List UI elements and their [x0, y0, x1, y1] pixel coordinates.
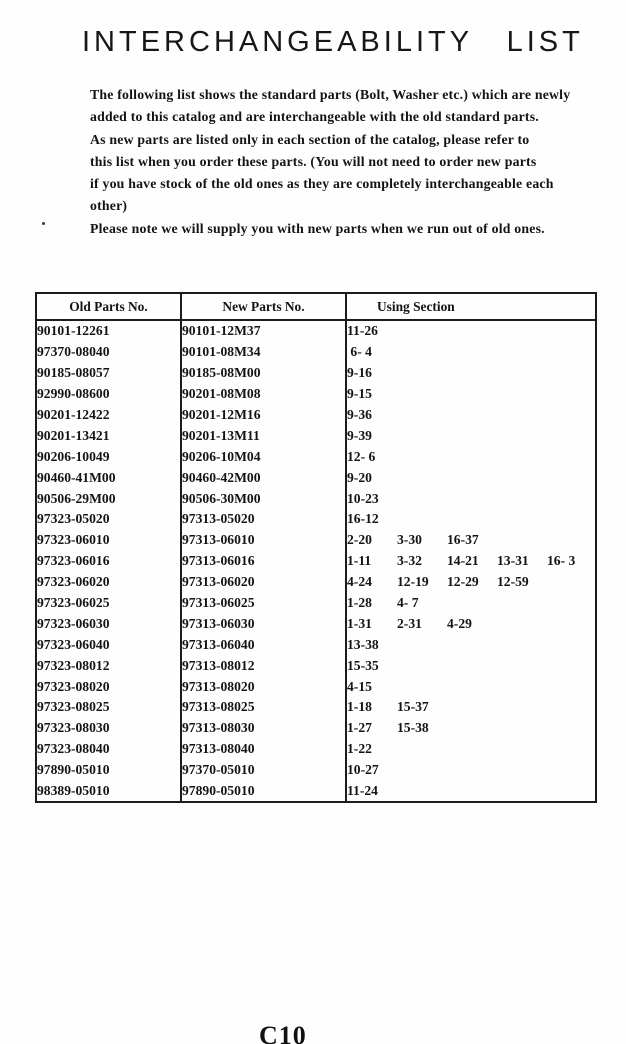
- new-part-cell: 97313-06025: [181, 593, 346, 614]
- new-part-cell: 90460-42M00: [181, 467, 346, 488]
- old-part-cell: 97323-06010: [36, 530, 181, 551]
- using-section-value: 9-39: [347, 427, 372, 443]
- table-row: [36, 572, 596, 593]
- intro-line: As new parts are listed only in each section of the catalog, please refer to: [90, 131, 530, 147]
- old-part-cell: 90185-08057: [36, 363, 181, 384]
- table-row: [36, 739, 596, 760]
- using-section-cell: [346, 739, 596, 760]
- using-section-cell: [346, 488, 596, 509]
- using-section-value: 4-29: [447, 615, 472, 631]
- old-part-cell: 90206-10049: [36, 446, 181, 467]
- using-section-cell: [346, 467, 596, 488]
- using-section-value: 11-26: [347, 323, 378, 339]
- using-section-value: 15-38: [397, 720, 429, 736]
- new-part-cell: 90101-12M37: [181, 320, 346, 342]
- intro-line: this list when you order these parts. (You will not need to order new parts: [90, 153, 537, 169]
- intro-line: if you have stock of the old ones as they are completely interchangeable each: [90, 176, 554, 192]
- interchangeability-table: [35, 292, 597, 803]
- new-part-cell: 97313-06040: [181, 634, 346, 655]
- new-part-cell: 90201-12M16: [181, 405, 346, 426]
- old-part-cell: 97323-06016: [36, 551, 181, 572]
- old-part-cell: 97323-06040: [36, 634, 181, 655]
- using-section-cell: [346, 676, 596, 697]
- table-row: [36, 593, 596, 614]
- using-section-cell: [346, 446, 596, 467]
- using-section-value: 9-20: [347, 469, 372, 485]
- table-row: [36, 655, 596, 676]
- using-section-cell: [346, 384, 596, 405]
- using-section-value: 14-21: [447, 553, 479, 569]
- old-part-cell: 97370-08040: [36, 342, 181, 363]
- table-row: [36, 320, 596, 342]
- new-part-cell: 90506-30M00: [181, 488, 346, 509]
- intro-line: The following list shows the standard parts (Bolt, Washer etc.) which are newly: [90, 87, 571, 102]
- using-section-cell: [346, 363, 596, 384]
- using-section-value: 4-24: [347, 574, 372, 590]
- new-part-cell: 97313-06016: [181, 551, 346, 572]
- using-section-value: 2-31: [397, 615, 422, 631]
- new-part-cell: 90206-10M04: [181, 446, 346, 467]
- using-section-cell: [346, 613, 596, 634]
- using-section-cell: [346, 593, 596, 614]
- using-section-cell: [346, 320, 596, 342]
- intro-line: Please note we will supply you with new parts when we run out of old ones.: [90, 220, 545, 236]
- using-section-value: 15-37: [397, 699, 429, 715]
- table-row: [36, 488, 596, 509]
- using-section-value: 1-27: [347, 720, 372, 736]
- using-section-value: 1-31: [347, 615, 372, 631]
- table-row: [36, 467, 596, 488]
- using-section-value: 12-19: [397, 574, 429, 590]
- using-section-value: 9-15: [347, 386, 372, 402]
- new-part-cell: 90185-08M00: [181, 363, 346, 384]
- using-section-value: 9-36: [347, 407, 372, 422]
- using-section-value: 1-28: [347, 595, 372, 611]
- using-section-value: 12-59: [497, 574, 529, 590]
- using-section-value: 9-16: [347, 365, 372, 381]
- using-section-cell: [346, 572, 596, 593]
- new-part-cell: 97313-06010: [181, 530, 346, 551]
- table-row: [36, 551, 596, 572]
- intro-line: added to this catalog and are interchangeable with the old standard parts.: [90, 109, 539, 125]
- table-row: [36, 509, 596, 530]
- old-part-cell: 90201-12422: [36, 405, 181, 426]
- table-row: [36, 342, 596, 363]
- using-section-cell: [346, 655, 596, 676]
- old-part-cell: 97323-06020: [36, 572, 181, 593]
- using-section-cell: [346, 509, 596, 530]
- table-row: [36, 781, 596, 803]
- using-section-cell: [346, 634, 596, 655]
- new-part-cell: 97370-05010: [181, 760, 346, 781]
- using-section-cell: [346, 697, 596, 718]
- intro-paragraph: [90, 84, 571, 240]
- new-part-cell: 97313-06020: [181, 572, 346, 593]
- using-section-cell: [346, 405, 596, 426]
- new-part-cell: 97313-08025: [181, 697, 346, 718]
- new-part-cell: 90201-13M11: [181, 425, 346, 446]
- table-row: [36, 425, 596, 446]
- using-section-cell: [346, 760, 596, 781]
- using-section-value: 15-35: [347, 657, 379, 673]
- using-section-value: 10-23: [347, 490, 379, 506]
- new-part-cell: 90101-08M34: [181, 342, 346, 363]
- using-section-value: 1-11: [347, 553, 372, 569]
- table-row: [36, 634, 596, 655]
- new-part-cell: 97313-08012: [181, 655, 346, 676]
- table-row: [36, 446, 596, 467]
- table-row: [36, 718, 596, 739]
- old-part-cell: 97323-08040: [36, 739, 181, 760]
- old-part-cell: 98389-05010: [36, 781, 181, 803]
- using-section-cell: [346, 718, 596, 739]
- old-part-cell: 90101-12261: [36, 320, 181, 342]
- using-section-cell: [346, 530, 596, 551]
- using-section-value: 4- 7: [397, 595, 419, 611]
- using-section-value: 2-20: [347, 532, 372, 548]
- table-header-row: [36, 293, 596, 320]
- page-number: C10: [259, 1021, 307, 1044]
- using-section-value: 1-22: [347, 741, 372, 757]
- using-section-value: 10-27: [347, 762, 379, 778]
- old-part-cell: 90201-13421: [36, 425, 181, 446]
- new-part-cell: 97313-06030: [181, 613, 346, 634]
- new-part-cell: 97313-08020: [181, 676, 346, 697]
- new-part-cell: 97313-08030: [181, 718, 346, 739]
- old-part-cell: 97323-08030: [36, 718, 181, 739]
- table-row: [36, 363, 596, 384]
- table-row: [36, 676, 596, 697]
- stray-ink-dot: [42, 222, 45, 225]
- old-part-cell: 97890-05010: [36, 760, 181, 781]
- using-section-value: 12- 6: [347, 448, 376, 464]
- new-part-cell: 90201-08M08: [181, 384, 346, 405]
- old-part-cell: 90506-29M00: [36, 488, 181, 509]
- old-part-cell: 97323-08020: [36, 676, 181, 697]
- new-part-cell: 97313-05020: [181, 509, 346, 530]
- using-section-cell: [346, 342, 596, 363]
- old-part-cell: 97323-08025: [36, 697, 181, 718]
- using-section-value: 6- 4: [347, 344, 372, 360]
- new-part-cell: 97313-08040: [181, 739, 346, 760]
- col-header-using-section: Using Section: [346, 293, 596, 320]
- using-section-value: 13-31: [497, 553, 529, 569]
- old-part-cell: 97323-08012: [36, 655, 181, 676]
- using-section-value: 3-30: [397, 532, 422, 548]
- old-part-cell: 92990-08600: [36, 384, 181, 405]
- intro-line: other): [90, 198, 128, 214]
- using-section-cell: [346, 551, 596, 572]
- col-header-old-parts: Old Parts No.: [36, 293, 181, 320]
- using-section-cell: [346, 781, 596, 803]
- using-section-value: 16-12: [347, 511, 379, 527]
- table-row: [36, 384, 596, 405]
- using-section-value: 12-29: [447, 574, 479, 590]
- col-header-new-parts: New Parts No.: [181, 293, 346, 320]
- old-part-cell: 97323-05020: [36, 509, 181, 530]
- table-row: [36, 530, 596, 551]
- using-section-value: 13-38: [347, 636, 379, 652]
- using-section-value: 11-24: [347, 783, 378, 799]
- old-part-cell: 90460-41M00: [36, 467, 181, 488]
- using-section-value: 16-37: [447, 532, 479, 548]
- using-section-value: 3-32: [397, 553, 422, 569]
- table-row: [36, 613, 596, 634]
- table-row: [36, 760, 596, 781]
- table-row: [36, 405, 596, 426]
- using-section-value: 4-15: [347, 678, 372, 694]
- old-part-cell: 97323-06030: [36, 613, 181, 634]
- using-section-value: 16- 3: [547, 553, 576, 569]
- using-section-value: 1-18: [347, 699, 372, 715]
- page-title: INTERCHANGEABILITY LIST: [82, 26, 584, 58]
- table-row: [36, 697, 596, 718]
- using-section-cell: [346, 425, 596, 446]
- old-part-cell: 97323-06025: [36, 593, 181, 614]
- new-part-cell: 97890-05010: [181, 781, 346, 803]
